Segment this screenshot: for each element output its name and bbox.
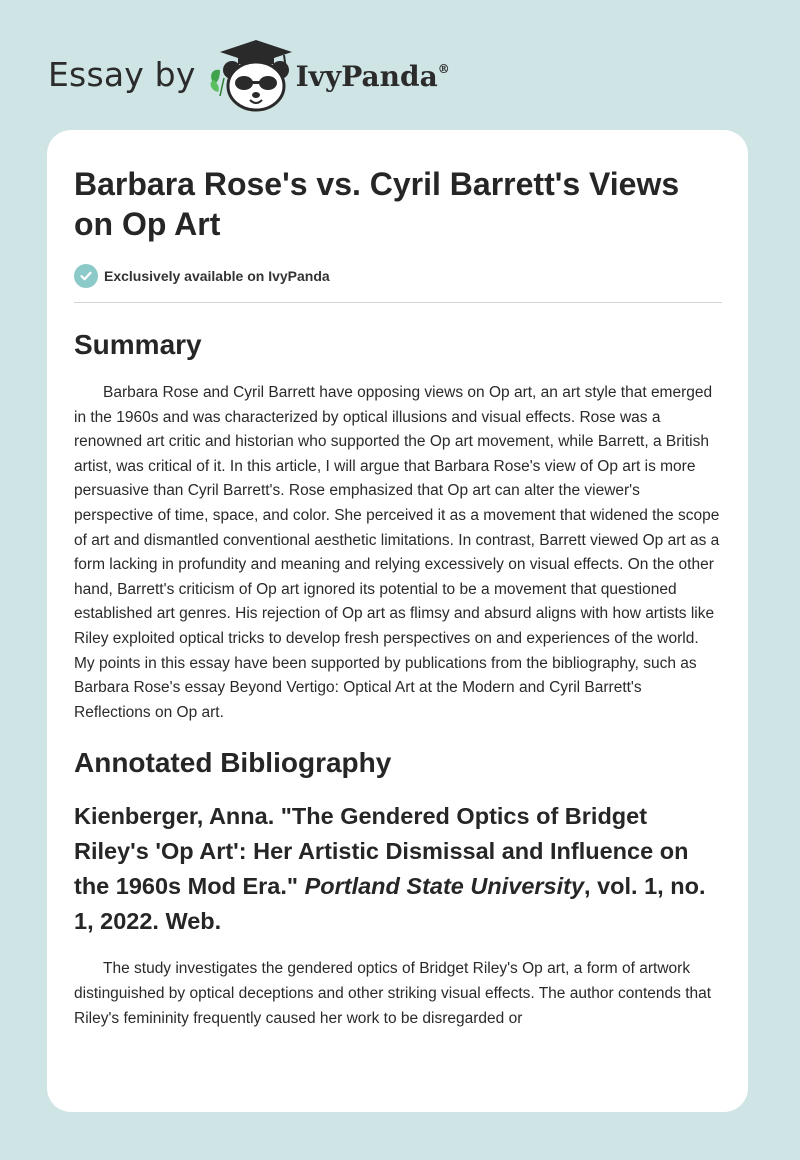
article-title: Barbara Rose's vs. Cyril Barrett's Views on Op Art <box>74 166 680 242</box>
bibliography-heading: Annotated Bibliography <box>74 747 392 779</box>
exclusive-badge <box>74 264 722 303</box>
article-card <box>47 130 748 1112</box>
brand-name: IvyPanda® <box>295 59 450 93</box>
exclusive-label: Exclusively available on IvyPanda <box>104 268 330 284</box>
check-icon <box>74 264 98 288</box>
bibliography-entry-citation <box>74 799 722 939</box>
citation-journal: Portland State University <box>304 873 585 900</box>
summary-heading: Summary <box>74 329 202 360</box>
essay-by-label: Essay by <box>48 54 196 94</box>
citation-start: Kienberger, Anna. "The Gendered Optics of Bridget Riley's 'Op Art': Her Artistic Dismissal and Influence on the 1960s Mod Era." <box>74 803 689 900</box>
bibliography-entry-annotation: The study investigates the gendered optics of Bridget Riley's Op art, a form of artwork distinguished by optical deceptions and other striking visual effects. The author contends that Riley's femininity frequently caused her work to be disregarded or <box>74 960 712 1027</box>
citation-end: , vol. 1, no. 1, 2022. Web. <box>74 873 706 935</box>
panda-mascot-icon <box>206 36 298 112</box>
site-logo[interactable] <box>48 34 450 114</box>
summary-paragraph: Barbara Rose and Cyril Barrett have opposing views on Op art, an art style that emerged in the 1960s and was characterized by optical illusions and visual effects. Rose was a renowned art critic and historian who supported the Op art movement, while Barrett, a British artist, was critical of it. In this article, I will argue that Barbara Rose's view of Op art is more persuasive than Cyril Barrett's. Rose emphasized that Op art can alter the viewer's perspective of time, space, and color. She perceived it as a movement that widened the scope of art and dismantled conventional aesthetic limitations. In contrast, Barrett viewed Op art as a form lacking in profundity and meaning and relying excessively on visual effects. On the other hand, Barrett's criticism of Op art ignored its potential to be a movement that questioned established art genres. His rejection of Op art as flimsy and absurd aligns with how artists like Riley exploited optical tricks to develop fresh perspectives on and experiences of the world. My points in this essay have been supported by publications from the bibliography, such as Barbara Rose's essay Beyond Vertigo: Optical Art at the Modern and Cyril Barrett's Reflections on Op art. <box>74 384 720 721</box>
